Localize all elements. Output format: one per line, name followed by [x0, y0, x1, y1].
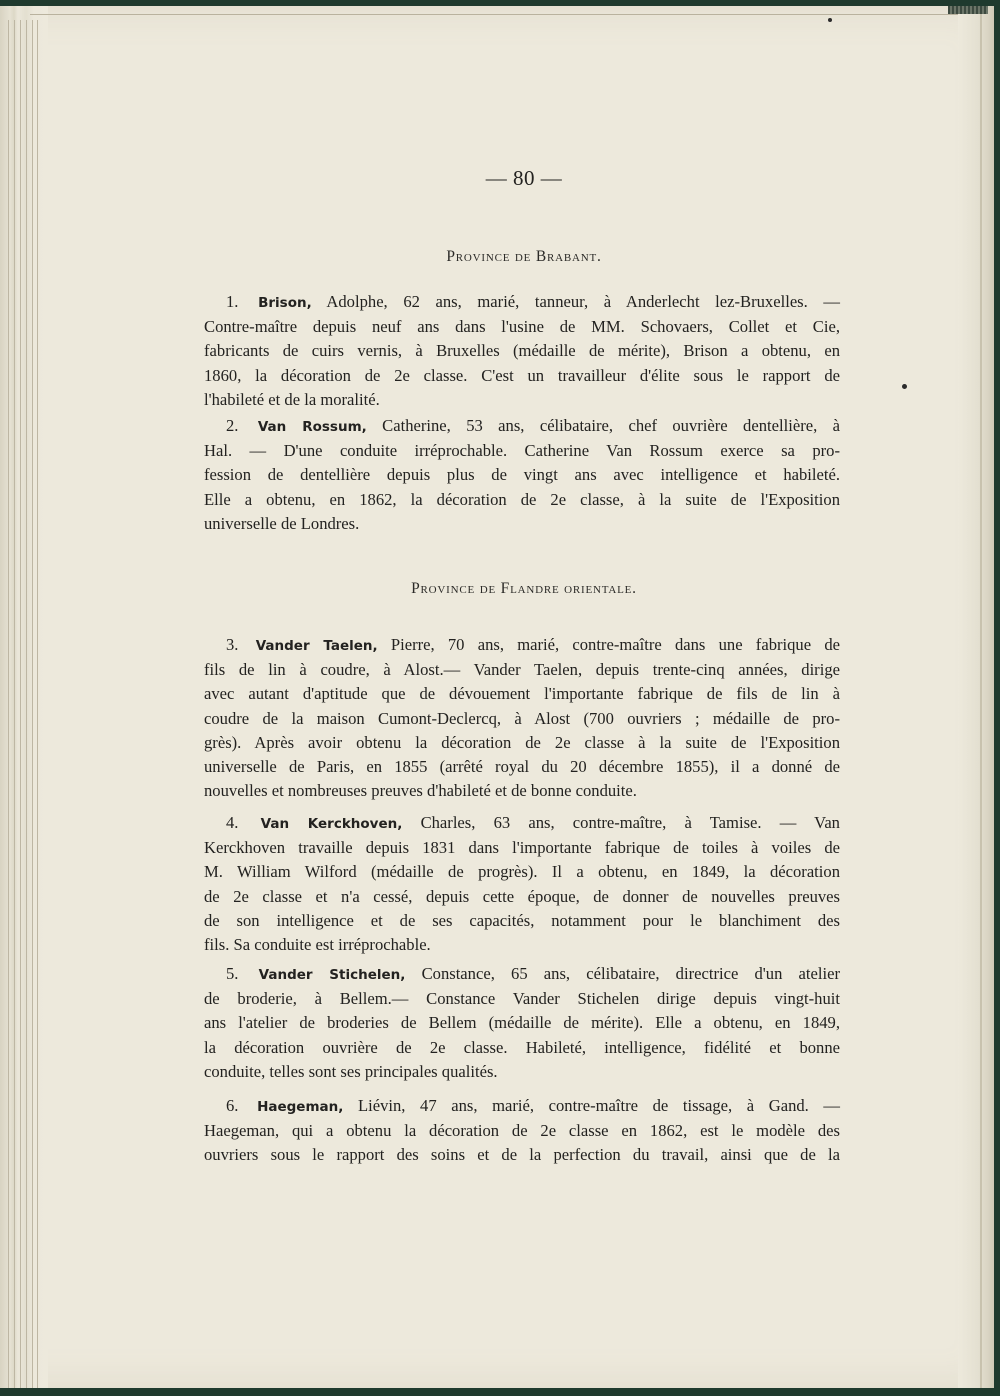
page-gutter — [0, 6, 48, 1388]
entry-2 — [204, 414, 840, 536]
entry-number: 5. — [226, 964, 239, 983]
entry-line: universelle de Paris, en 1855 (arrêté royal du 20 décembre 1855), il a donné de — [204, 757, 840, 777]
entry-line: Hal. — D'une conduite irréprochable. Catherine Van Rossum exerce sa pro- — [204, 441, 840, 461]
entry-5 — [204, 962, 840, 1084]
entry-line: la décoration ouvrière de 2e classe. Habileté, intelligence, fidélité et bonne — [204, 1037, 840, 1057]
entry-line: Kerckhoven travaille depuis 1831 dans l'importante fabrique de toiles à voiles de — [204, 838, 840, 858]
entry-line: Catherine, 53 ans, célibataire, chef ouvrière dentellière, à — [382, 416, 840, 435]
entry-number: 6. — [226, 1096, 239, 1115]
entry-line: Contre-maître depuis neuf ans dans l'usine de MM. Schovaers, Collet et Cie, — [204, 317, 840, 337]
entry-number: 1. — [226, 292, 239, 311]
entry-line: M. William Wilford (médaille de progrès). Il a obtenu, en 1849, la décoration — [204, 862, 840, 882]
entry-line: ans l'atelier de broderies de Bellem (médaille de mérite). Elle a obtenu, en 1849, — [204, 1013, 840, 1033]
section-heading-flandre-orientale: Province de Flandre orientale. — [411, 580, 637, 597]
entry-line: nouvelles et nombreuses preuves d'habileté et de bonne conduite. — [204, 781, 637, 801]
page-number: — 80 — — [485, 166, 563, 190]
entry-line: avec autant d'aptitude que de dévouement l'importante fabrique de fils de lin à — [204, 684, 840, 704]
entry-name: Vander Taelen, — [255, 638, 378, 654]
entry-line: 1860, la décoration de 2e classe. C'est un travailleur d'élite sous le rapport de — [204, 365, 840, 385]
entry-4 — [204, 811, 840, 957]
entry-name: Haegeman, — [257, 1099, 344, 1115]
entry-line: Charles, 63 ans, contre-maître, à Tamise. — Van — [420, 813, 840, 832]
page-right-edge — [958, 6, 994, 1388]
entry-name: Brison, — [258, 295, 312, 311]
entry-name: Van Rossum, — [257, 419, 367, 435]
corner-binding-tab — [948, 6, 988, 14]
entry-number: 4. — [226, 813, 239, 832]
entry-1 — [204, 290, 840, 412]
entry-name: Van Kerckhoven, — [260, 816, 403, 832]
entry-line: de 2e classe et n'a cessé, depuis cette époque, de donner de nouvelles preuves — [204, 886, 840, 906]
entry-line: Haegeman, qui a obtenu la décoration de 2e classe en 1862, est le modèle des — [204, 1121, 840, 1141]
entry-line: fils. Sa conduite est irréprochable. — [204, 935, 431, 955]
entry-name: Vander Stichelen, — [258, 967, 406, 983]
section-heading-brabant: Province de Brabant. — [446, 248, 602, 265]
entry-number: 2. — [226, 416, 239, 435]
top-edge-rule — [30, 14, 958, 15]
entry-6 — [204, 1094, 840, 1168]
entry-line: de son intelligence et de ses capacités, notamment pour le blanchiment des — [204, 910, 840, 930]
ink-speck — [902, 384, 907, 389]
ink-speck — [828, 18, 832, 22]
entry-line: grès). Après avoir obtenu la décoration de 2e classe à la suite de l'Exposition — [204, 732, 840, 752]
entry-line: fession de dentellière depuis plus de vingt ans avec intelligence et habileté. — [204, 465, 840, 485]
entry-line: Pierre, 70 ans, marié, contre-maître dans une fabrique de — [390, 635, 840, 654]
entry-line: Liévin, 47 ans, marié, contre-maître de tissage, à Gand. — — [357, 1096, 841, 1115]
entry-3 — [204, 633, 840, 803]
entry-line: coudre de la maison Cumont-Declercq, à Alost (700 ouvriers ; médaille de pro- — [204, 708, 840, 728]
entry-line: Constance, 65 ans, célibataire, directrice d'un atelier — [421, 964, 840, 983]
entry-line: ouvriers sous le rapport des soins et de la perfection du travail, ainsi que de la — [204, 1145, 840, 1165]
entry-line: Adolphe, 62 ans, marié, tanneur, à Anderlecht lez-Bruxelles. — — [326, 292, 840, 311]
entry-line: de broderie, à Bellem.— Constance Vander Stichelen dirige depuis vingt-huit — [204, 989, 840, 1009]
entry-line: fabricants de cuirs vernis, à Bruxelles (médaille de mérite), Brison a obtenu, en — [204, 341, 840, 361]
entry-line: fils de lin à coudre, à Alost.— Vander Taelen, depuis trente-cinq années, dirige — [204, 660, 840, 680]
entry-line: l'habileté et de la moralité. — [204, 389, 380, 409]
entry-line: Elle a obtenu, en 1862, la décoration de 2e classe, à la suite de l'Exposition — [204, 489, 840, 509]
entry-line: universelle de Londres. — [204, 513, 360, 533]
entry-line: conduite, telles sont ses principales qualités. — [204, 1061, 498, 1081]
entry-number: 3. — [226, 635, 239, 654]
